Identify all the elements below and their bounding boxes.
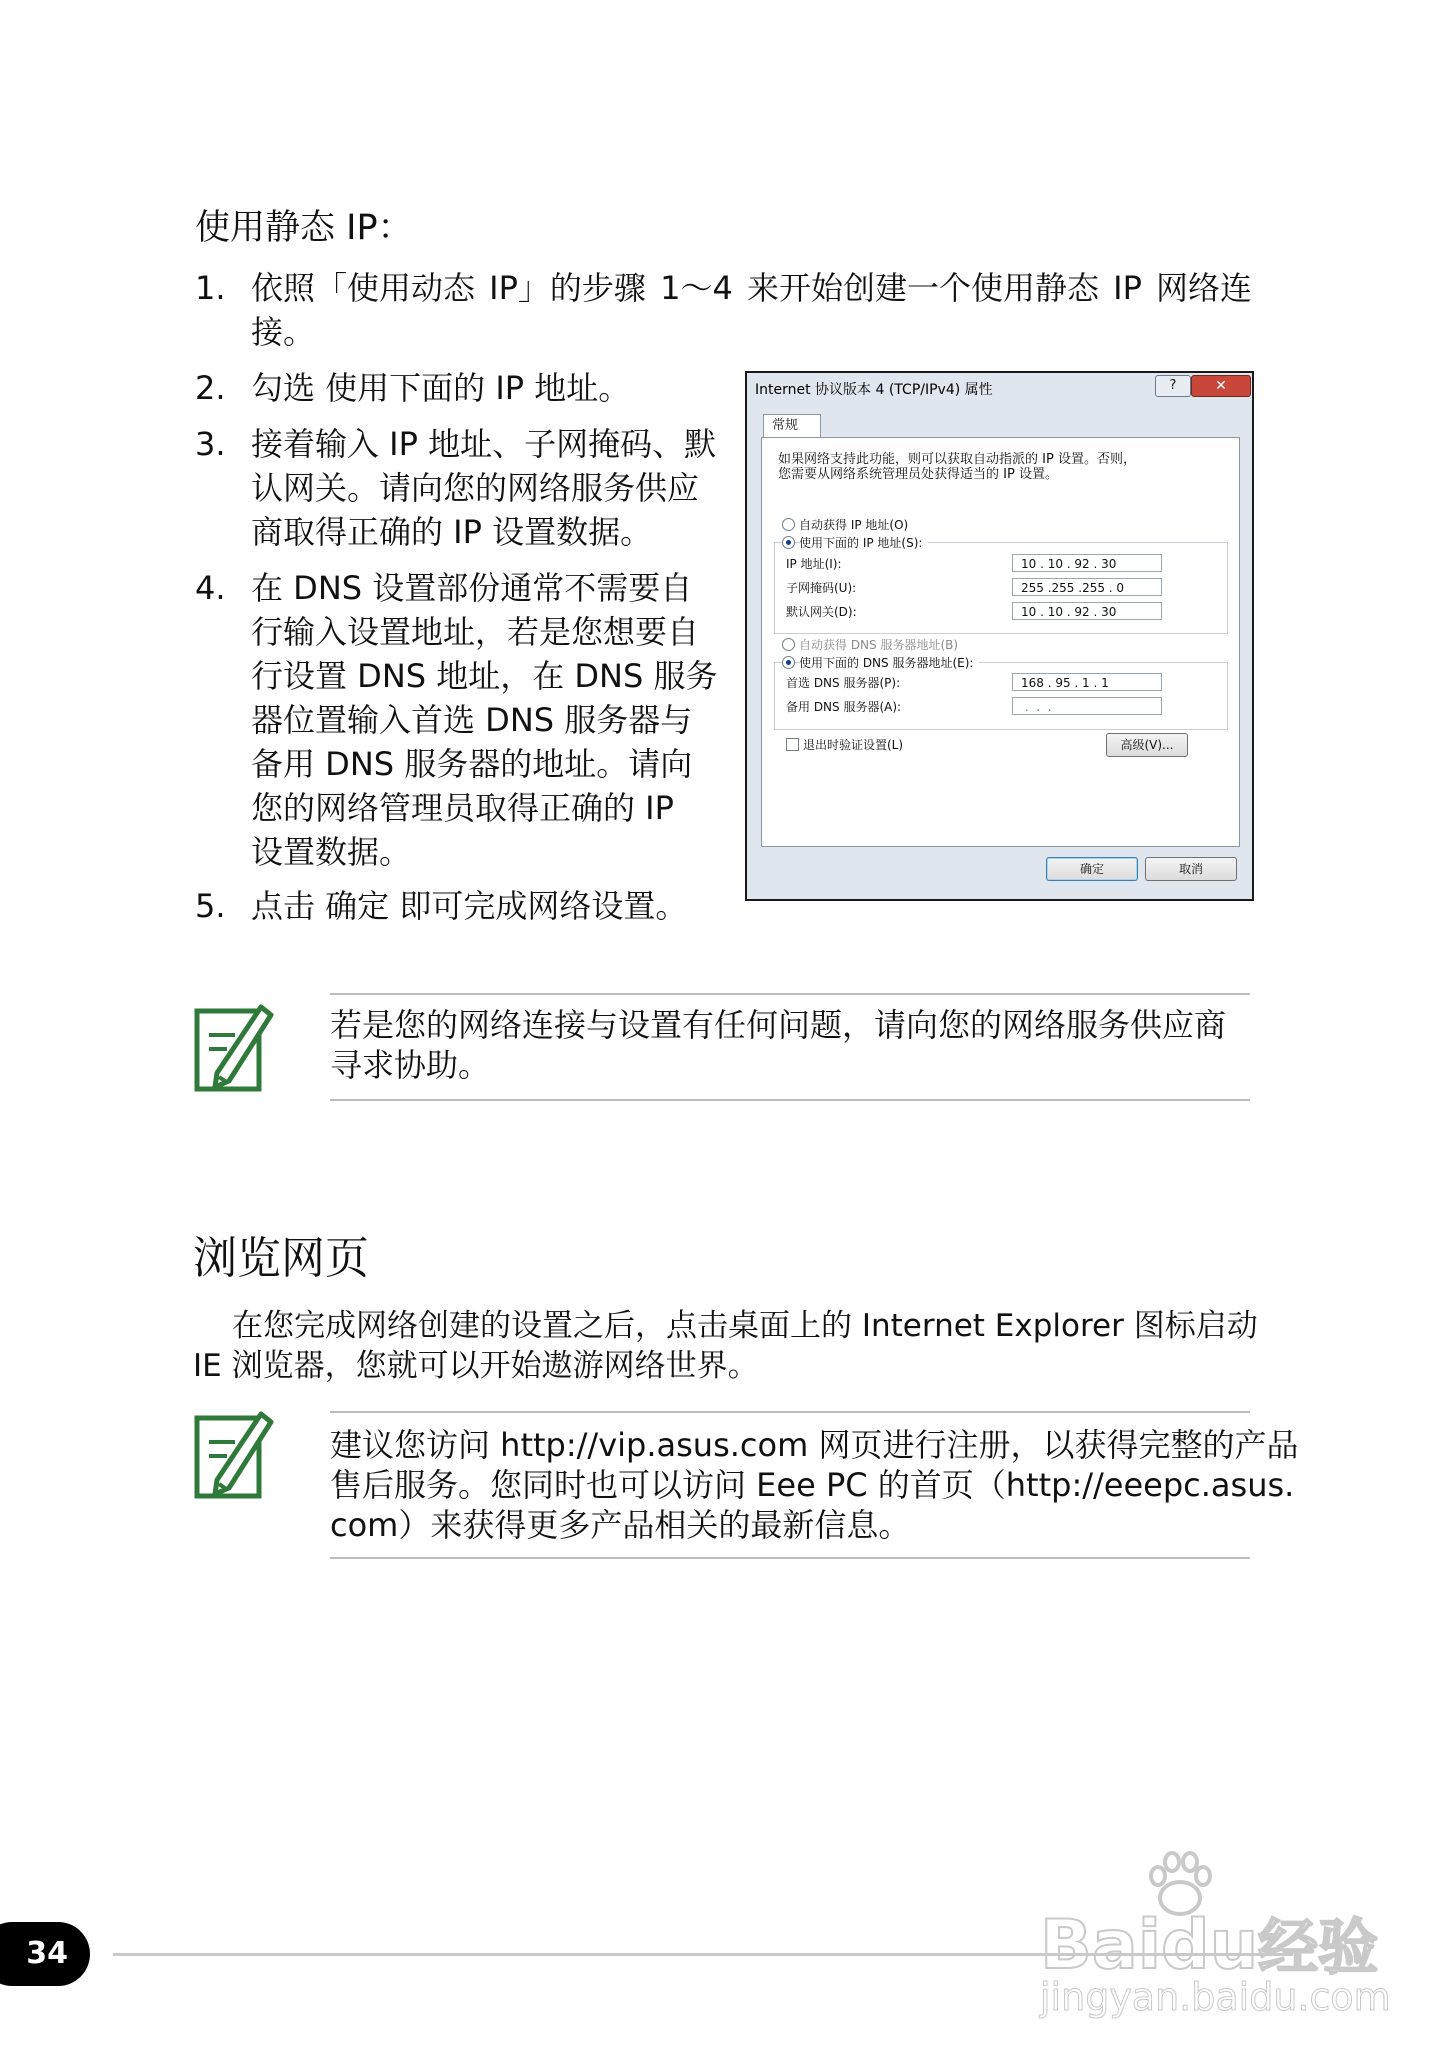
note-top-rule: [330, 1411, 1250, 1413]
browse-paragraph-line-2: IE 浏览器，您就可以开始遨游网络世界。: [193, 1348, 759, 1384]
subnet-mask-field[interactable]: 255 .255 .255 . 0: [1012, 578, 1162, 596]
step-line: 商取得正确的 IP 设置数据。: [251, 513, 653, 551]
page-number: 34: [0, 1922, 90, 1986]
use-dns-label: 使用下面的 DNS 服务器地址(E):: [799, 654, 979, 671]
step-text: [251, 266, 1252, 354]
subnet-mask-label: 子网掩码(U):: [786, 581, 857, 595]
note-line: 若是您的网络连接与设置有任何问题，请向您的网络服务供应商: [330, 1006, 1227, 1044]
step-number: 3.: [195, 425, 226, 463]
tab-general[interactable]: 常规: [763, 414, 821, 438]
default-gateway-field[interactable]: 10 . 10 . 92 . 30: [1012, 602, 1162, 620]
step-number: 1.: [195, 269, 226, 307]
step-line: 行输入设置地址，若是您想要自: [251, 613, 700, 651]
cancel-button[interactable]: 取消: [1145, 857, 1237, 881]
dialog-title: Internet 协议版本 4 (TCP/IPv4) 属性: [755, 382, 993, 398]
auto-ip-radio[interactable]: [782, 518, 795, 531]
note-text: [330, 1005, 1226, 1085]
step-line: 依照「使用动态 IP」的步骤 1～4 来开始创建一个使用静态 IP 网络连: [251, 269, 1253, 307]
step-line: 设置数据。: [251, 833, 412, 871]
step-text: [251, 566, 717, 874]
step-3: [195, 422, 735, 554]
step-line: 备用 DNS 服务器的地址。请向: [251, 745, 693, 783]
step-line: 行设置 DNS 地址，在 DNS 服务: [251, 657, 718, 695]
step-2: [195, 366, 735, 410]
note-icon: [193, 1003, 275, 1095]
description-line: 您需要从网络系统管理员处获得适当的 IP 设置。: [778, 467, 1058, 482]
ip-address-field[interactable]: 10 . 10 . 92 . 30: [1012, 554, 1162, 572]
ip-address-label: IP 地址(I):: [786, 557, 842, 571]
dialog-body: [761, 437, 1240, 847]
default-gateway-label: 默认网关(D):: [786, 605, 857, 619]
step-5: [195, 884, 735, 928]
note-line: com）来获得更多产品相关的最新信息。: [330, 1506, 911, 1544]
note-bottom-rule: [330, 1557, 1250, 1559]
advanced-button[interactable]: 高级(V)...: [1106, 733, 1188, 757]
note-bottom-rule: [330, 1099, 1250, 1101]
use-dns-radio[interactable]: [782, 656, 795, 669]
auto-dns-radio[interactable]: [782, 638, 795, 651]
step-number: 4.: [195, 569, 226, 607]
step-number: 2.: [195, 369, 226, 407]
step-line: 接。: [251, 313, 316, 351]
alternate-dns-field[interactable]: . . .: [1012, 697, 1162, 715]
step-line: 认网关。请向您的网络服务供应: [251, 469, 700, 507]
note-text: [330, 1425, 1298, 1545]
step-text: [251, 884, 687, 928]
step-line: 器位置输入首选 DNS 服务器与: [251, 701, 693, 739]
validate-label: 退出时验证设置(L): [803, 738, 904, 752]
step-line: 点击 确定 即可完成网络设置。: [251, 887, 688, 925]
preferred-dns-label: 首选 DNS 服务器(P):: [786, 676, 901, 690]
watermark-brand: Bai: [1040, 1906, 1162, 1985]
auto-dns-label: 自动获得 DNS 服务器地址(B): [799, 638, 959, 652]
step-1: [195, 266, 1265, 356]
step-line: 勾选 使用下面的 IP 地址。: [251, 369, 631, 407]
section-heading-browse: 浏览网页: [193, 1233, 369, 1284]
step-text: [251, 366, 630, 410]
tcpip-properties-dialog: [745, 371, 1254, 901]
watermark-url: jingyan.baidu.com: [1040, 1975, 1391, 2019]
note-line: 建议您访问 http://vip.asus.com 网页进行注册，以获得完整的产品: [330, 1426, 1299, 1464]
browse-paragraph-line-1: 在您完成网络创建的设置之后，点击桌面上的 Internet Explorer 图标启动: [232, 1308, 1258, 1344]
watermark-brand-cn: 经验: [1258, 1913, 1379, 1983]
note-line: 售后服务。您同时也可以访问 Eee PC 的首页（http://eeepc.asus.: [330, 1466, 1295, 1504]
description-line: 如果网络支持此功能，则可以获取自动指派的 IP 设置。否则，: [778, 452, 1136, 467]
watermark-brand-du: du: [1161, 1906, 1259, 1985]
step-number: 5.: [195, 887, 226, 925]
step-text: [251, 422, 716, 554]
step-line: 接着输入 IP 地址、子网掩码、默: [251, 425, 717, 463]
use-ip-label: 使用下面的 IP 地址(S):: [799, 534, 928, 551]
step-4: [195, 566, 735, 876]
alternate-dns-label: 备用 DNS 服务器(A):: [786, 700, 902, 714]
close-button[interactable]: ✕: [1191, 375, 1251, 397]
preferred-dns-field[interactable]: 168 . 95 . 1 . 1: [1012, 673, 1162, 691]
step-line: 在 DNS 设置部份通常不需要自: [251, 569, 693, 607]
auto-ip-label: 自动获得 IP 地址(O): [799, 518, 909, 532]
help-button[interactable]: ?: [1155, 375, 1191, 397]
ok-button[interactable]: 确定: [1046, 857, 1138, 881]
section-heading-static-ip: 使用静态 IP：: [195, 208, 413, 248]
validate-checkbox[interactable]: [786, 738, 799, 751]
note-top-rule: [330, 993, 1250, 995]
note-line: 寻求协助。: [330, 1046, 491, 1084]
dialog-description: [778, 452, 1136, 482]
note-icon: [193, 1410, 275, 1502]
use-ip-radio[interactable]: [782, 536, 795, 549]
step-line: 您的网络管理员取得正确的 IP: [251, 789, 674, 827]
watermark-logo: [1040, 1900, 1378, 1986]
